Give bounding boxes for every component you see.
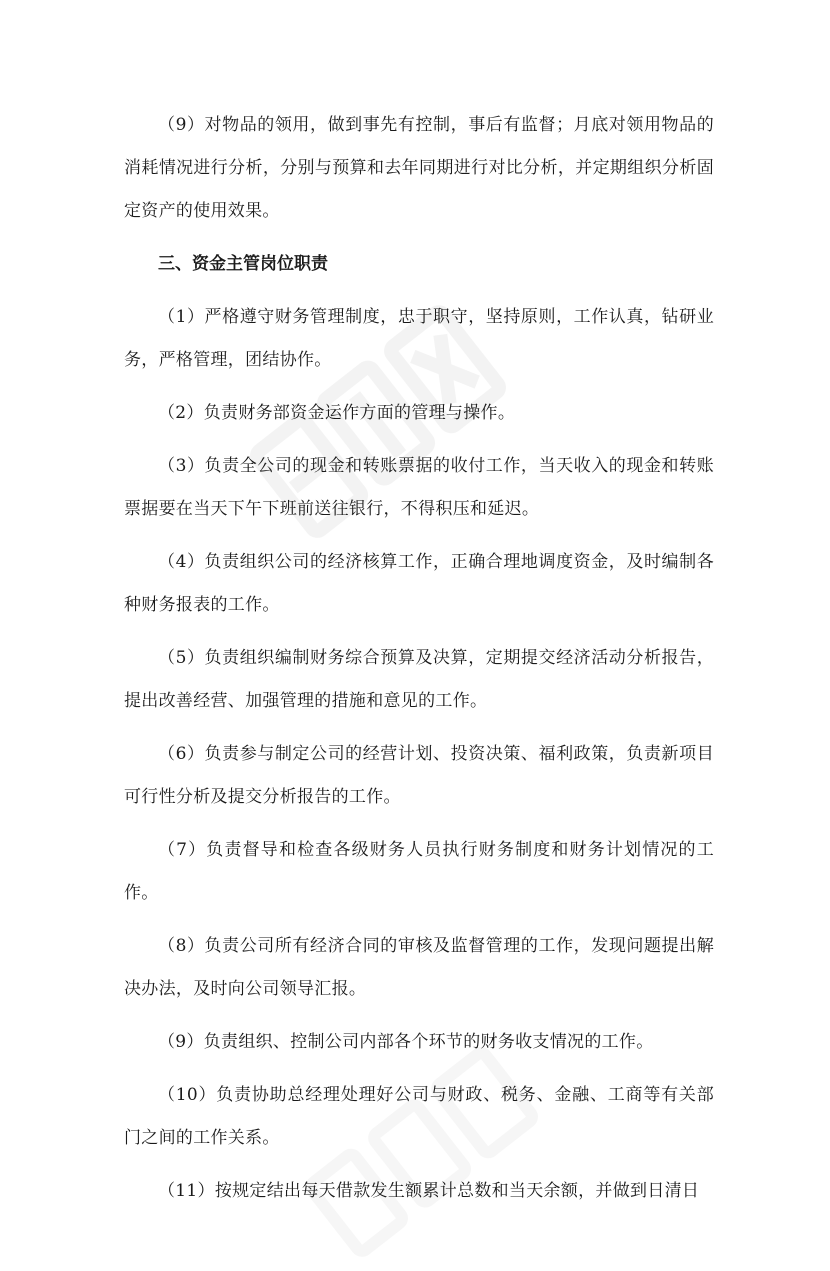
paragraph-duty-6: （6）负责参与制定公司的经营计划、投资决策、福利政策，负责新项目可行性分析及提交分析报告的工作。 — [124, 744, 714, 807]
paragraph-9-items: （9）对物品的领用，做到事先有控制，事后有监督；月底对领用物品的消耗情况进行分析，分别与预算和去年同期进行对比分析，并定期组织分析固定资产的使用效果。 — [124, 115, 714, 221]
paragraph-duty-2: （2）负责财务部资金运作方面的管理与操作。 — [158, 403, 516, 423]
paragraph-duty-7: （7）负责督导和检查各级财务人员执行财务制度和财务计划情况的工作。 — [124, 840, 714, 903]
paragraph-duty-10: （10）负责协助总经理处理好公司与财政、税务、金融、工商等有关部门之间的工作关系。 — [124, 1085, 714, 1148]
paragraph-duty-11: （11）按规定结出每天借款发生额累计总数和当天余额，并做到日清日 — [158, 1181, 700, 1201]
section-heading-fund-supervisor: 三、资金主管岗位职责 — [158, 254, 328, 274]
paragraph-duty-1: （1）严格遵守财务管理制度，忠于职守，坚持原则，工作认真，钻研业务，严格管理，团结协作。 — [124, 307, 714, 370]
document-body — [124, 104, 714, 1223]
paragraph-duty-4: （4）负责组织公司的经济核算工作，正确合理地调度资金，及时编制各种财务报表的工作。 — [124, 552, 714, 615]
paragraph-duty-8: （8）负责公司所有经济合同的审核及监督管理的工作，发现问题提出解决办法，及时向公司领导汇报。 — [124, 936, 714, 999]
paragraph-duty-9: （9）负责组织、控制公司内部各个环节的财务收支情况的工作。 — [158, 1032, 654, 1052]
paragraph-duty-5: （5）负责组织编制财务综合预算及决算，定期提交经济活动分析报告，提出改善经营、加强管理的措施和意见的工作。 — [124, 648, 714, 711]
paragraph-duty-3: （3）负责全公司的现金和转账票据的收付工作，当天收入的现金和转账票据要在当天下午下班前送往银行，不得积压和延迟。 — [124, 456, 714, 519]
